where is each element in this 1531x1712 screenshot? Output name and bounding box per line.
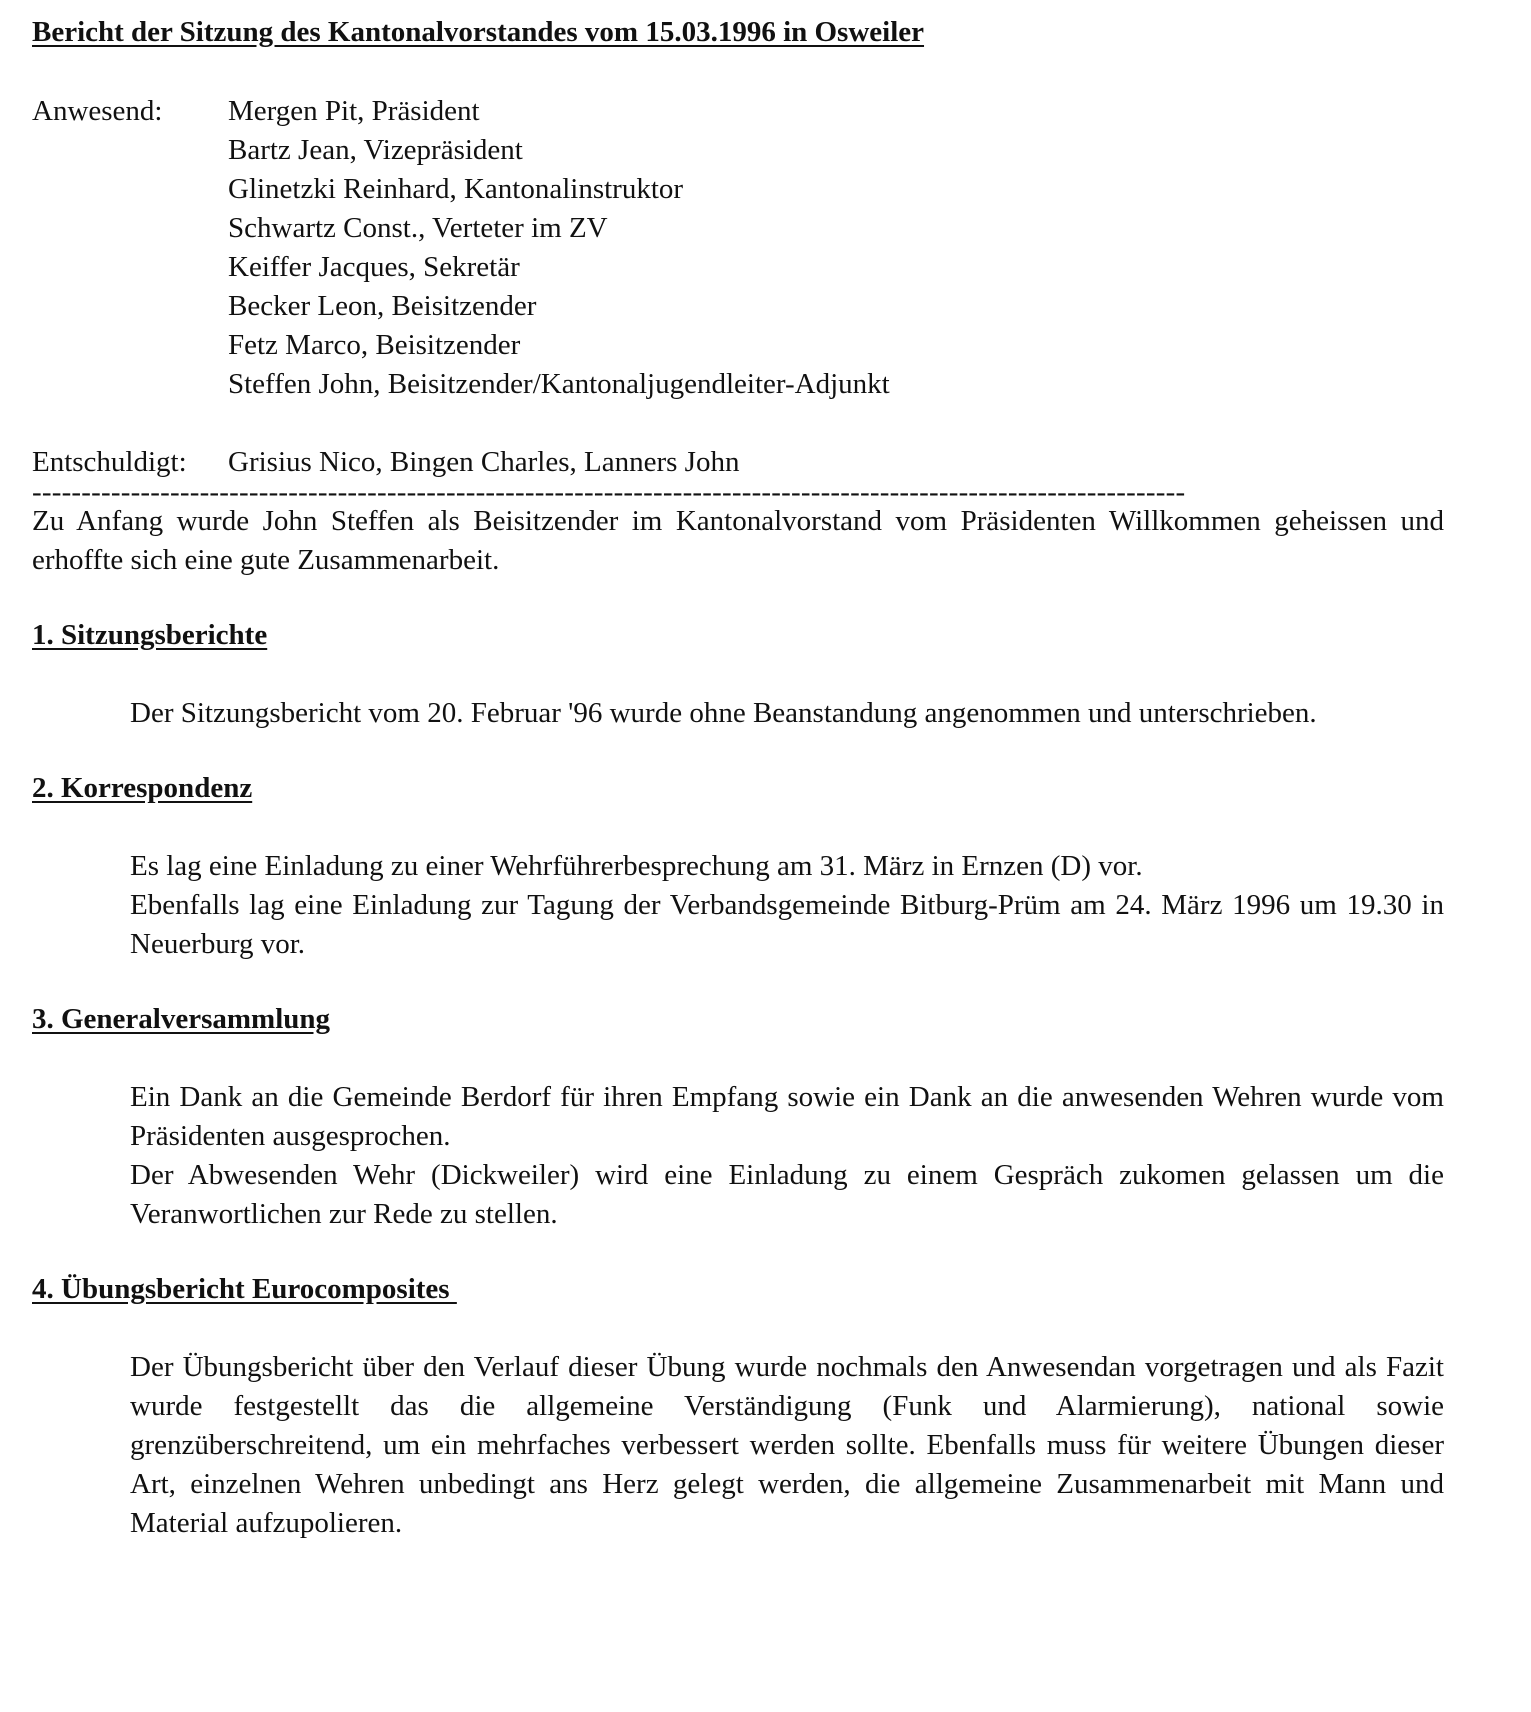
present-member: Keiffer Jacques, Sekretär [228,251,520,283]
present-member: Bartz Jean, Vizepräsident [228,134,523,166]
section-body [130,1348,1444,1543]
section-paragraph: Der Sitzungsbericht vom 20. Februar '96 wurde ohne Beanstandung angenommen und unterschrieben. [130,697,1317,729]
document-title: Bericht der Sitzung des Kantonalvorstandes vom 15.03.1996 in Osweiler [32,16,925,48]
section-body [130,847,1444,964]
excused-list: Grisius Nico, Bingen Charles, Lanners John [228,446,740,478]
excused-block [32,443,1442,482]
excused-label: Entschuldigt: [32,446,187,478]
present-list [228,92,1442,404]
section-heading: 4. Übungsbericht Eurocomposites [32,1273,457,1305]
document-page [32,8,1442,1543]
present-member: Schwartz Const., Verteter im ZV [228,212,608,244]
present-member: Mergen Pit, Präsident [228,95,480,127]
present-member: Steffen John, Beisitzender/Kantonaljugendleiter-Adjunkt [228,368,890,400]
intro-paragraph: Zu Anfang wurde John Steffen als Beisitzender im Kantonalvorstand vom Präsidenten Willkommen geheissen und erhoffte sich eine gute Zusammenarbeit. [32,505,1444,576]
section-paragraph: Der Abwesenden Wehr (Dickweiler) wird eine Einladung zu einem Gespräch zukomen gelassen um die Veranwortlichen zur Rede zu stellen. [130,1159,1444,1230]
attendance-block [32,92,1442,404]
section-1 [32,616,1442,733]
section-body [130,1078,1444,1234]
present-member: Fetz Marco, Beisitzender [228,329,521,361]
section-4 [32,1270,1442,1543]
section-heading: 2. Korrespondenz [32,772,253,804]
present-label: Anwesend: [32,95,163,127]
section-heading: 3. Generalversammlung [32,1003,331,1035]
section-paragraph: Der Übungsbericht über den Verlauf dieser Übung wurde nochmals den Anwesendan vorgetragen und als Fazit wurde festgestellt das die allgemeine Verständigung (Funk und Alarmierung), national sowie grenzüberschreitend, um ein mehrfaches verbessert werden sollte. Ebenfalls muss für weitere Übungen dieser Art, einzelnen Wehren unbedingt ans Herz gelegt werden, die allgemeine Zusammenarbeit mit Mann und Material aufzupolieren. [130,1351,1444,1539]
section-2 [32,769,1442,964]
section-heading: 1. Sitzungsberichte [32,619,268,651]
present-member: Glinetzki Reinhard, Kantonalinstruktor [228,173,684,205]
present-member: Becker Leon, Beisitzender [228,290,537,322]
separator-line: --------------------------------------------------------------------------------------------------------------------- [32,482,1186,502]
section-paragraph: Ebenfalls lag eine Einladung zur Tagung der Verbandsgemeinde Bitburg-Prüm am 24. März 1996 um 19.30 in Neuerburg vor. [130,889,1444,960]
section-body [130,694,1444,733]
section-paragraph: Es lag eine Einladung zu einer Wehrführerbesprechung am 31. März in Ernzen (D) vor. [130,850,1143,882]
section-paragraph: Ein Dank an die Gemeinde Berdorf für ihren Empfang sowie ein Dank an die anwesenden Wehren wurde vom Präsidenten ausgesprochen. [130,1081,1444,1152]
section-3 [32,1000,1442,1234]
